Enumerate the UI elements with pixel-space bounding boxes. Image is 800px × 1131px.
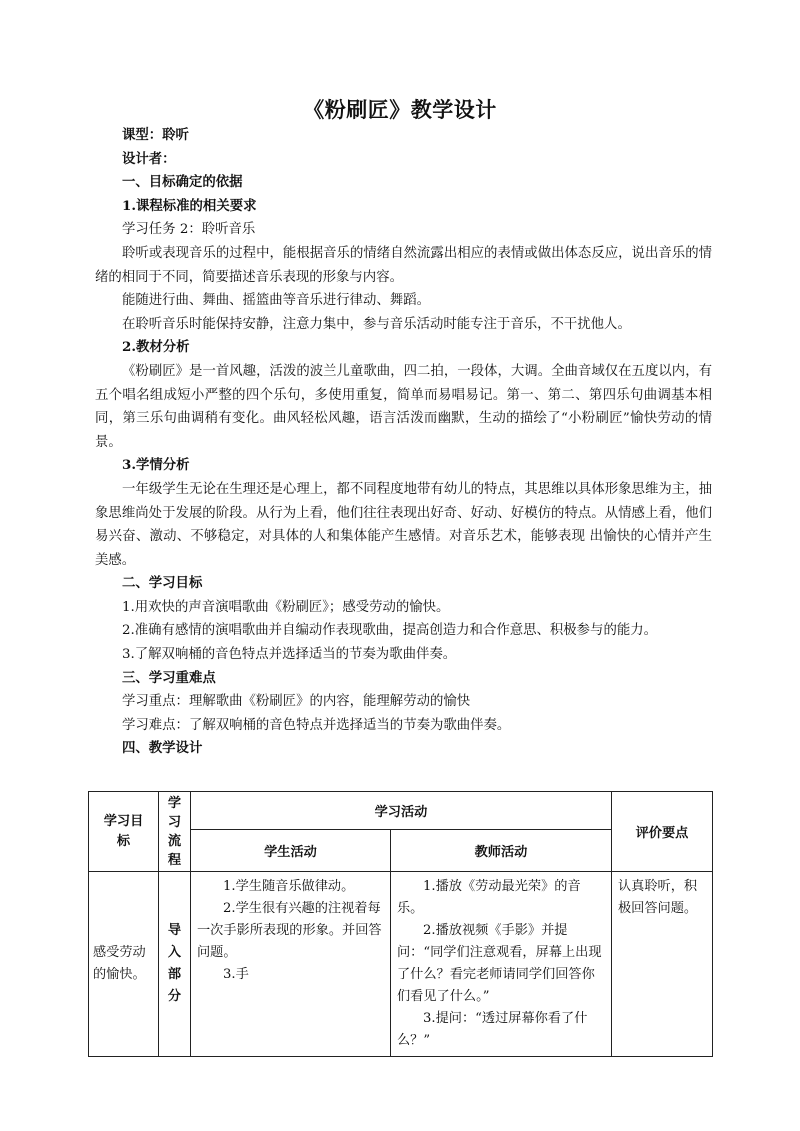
subsection-heading: 1.课程标准的相关要求 (122, 197, 257, 214)
task-line: 学习任务 2：聆听音乐 (122, 222, 256, 238)
subsection-heading: 2.教材分析 (122, 339, 190, 356)
section-heading: 一、目标确定的依据 (122, 174, 243, 191)
header-goal: 学习目标 (89, 792, 159, 872)
header-eval: 评价要点 (612, 792, 713, 872)
header-activity: 学习活动 (191, 792, 612, 830)
page-title: 《粉刷匠》教学设计 (303, 97, 497, 122)
row-eval: 认真聆听，积极回答问题。 (612, 872, 713, 1057)
row-student-activity: 1.学生随音乐做律动。 2.学生很有兴趣的注视着每一次手影所表现的形象。并回答问题。 3.手 (191, 872, 391, 1057)
header-student: 学生活动 (191, 830, 391, 872)
designer: 设计者： (122, 150, 176, 167)
teaching-design-table (88, 791, 713, 1057)
goal-item: 3.了解双响桶的音色特点并选择适当的节奏为歌曲伴奏。 (122, 647, 457, 663)
paragraph: 能随进行曲、舞曲、摇篮曲等音乐进行律动、舞蹈。 (122, 293, 430, 309)
paragraph: 一年级学生无论在生理还是心理上，都不同程度地带有幼儿的特点，其思维以具体形象思维为主，抽象思维尚处于发展的阶段。从行为上看，他们往往表现出好奇、好动、好模仿的特点。从情感上看，他们易兴奋、激动、不够稳定，对具体的人和集体能产生感情。对音乐艺术，能够表现 出愉快的心情并产生美感。 (95, 481, 712, 568)
paragraph: 《粉刷匠》是一首风趣，活泼的波兰儿童歌曲，四二拍，一段体，大调。全曲音域仅在五度以内，有五个唱名组成短小严整的四个乐句，多使用重复，简单而易唱易记。第一、第二、第四乐句曲调基本相同，第三乐句曲调稍有变化。曲风轻松风趣，语言活泼而幽默，生动的描绘了“小粉刷匠”愉快劳动的情景。 (95, 363, 712, 450)
difficulty-point: 学习难点：了解双响桶的音色特点并选择适当的节奏为歌曲伴奏。 (122, 717, 511, 733)
section-heading: 三、学习重难点 (122, 669, 216, 686)
goal-item: 2.准确有感情的演唱歌曲并自编动作表现歌曲，提高创造力和合作意思、积极参与的能力。 (122, 623, 658, 639)
header-teacher: 教师活动 (391, 830, 612, 872)
row-stage: 导 入 部 分 (159, 872, 191, 1057)
paragraph: 在聆听音乐时能保持安静，注意力集中，参与音乐活动时能专注于音乐，不干扰他人。 (122, 316, 631, 332)
row-goal: 感受劳动的愉快。 (89, 872, 159, 1057)
section-heading: 四、教学设计 (122, 740, 203, 757)
header-process: 学 习 流 程 (159, 792, 191, 872)
section-heading: 二、学习目标 (122, 575, 203, 592)
document-body (95, 124, 712, 761)
paragraph: 聆听或表现音乐的过程中，能根据音乐的情绪自然流露出相应的表情或做出体态反应，说出音乐的情绪的相同于不同，简要描述音乐表现的形象与内容。 (95, 245, 712, 285)
key-point: 学习重点：理解歌曲《粉刷匠》的内容，能理解劳动的愉快 (122, 694, 471, 710)
goal-item: 1.用欢快的声音演唱歌曲《粉刷匠》；感受劳动的愉快。 (122, 599, 450, 615)
row-teacher-activity: 1.播放《劳动最光荣》的音乐。 2.播放视频《手影》并提问：“同学们注意观看，屏幕上出现了什么？看完老师请同学们回答你们看见了什么。” 3.提问：“透过屏幕你看了什么？” (391, 872, 612, 1057)
subsection-heading: 3.学情分析 (122, 457, 190, 474)
course-type: 课型：聆听 (122, 127, 189, 143)
